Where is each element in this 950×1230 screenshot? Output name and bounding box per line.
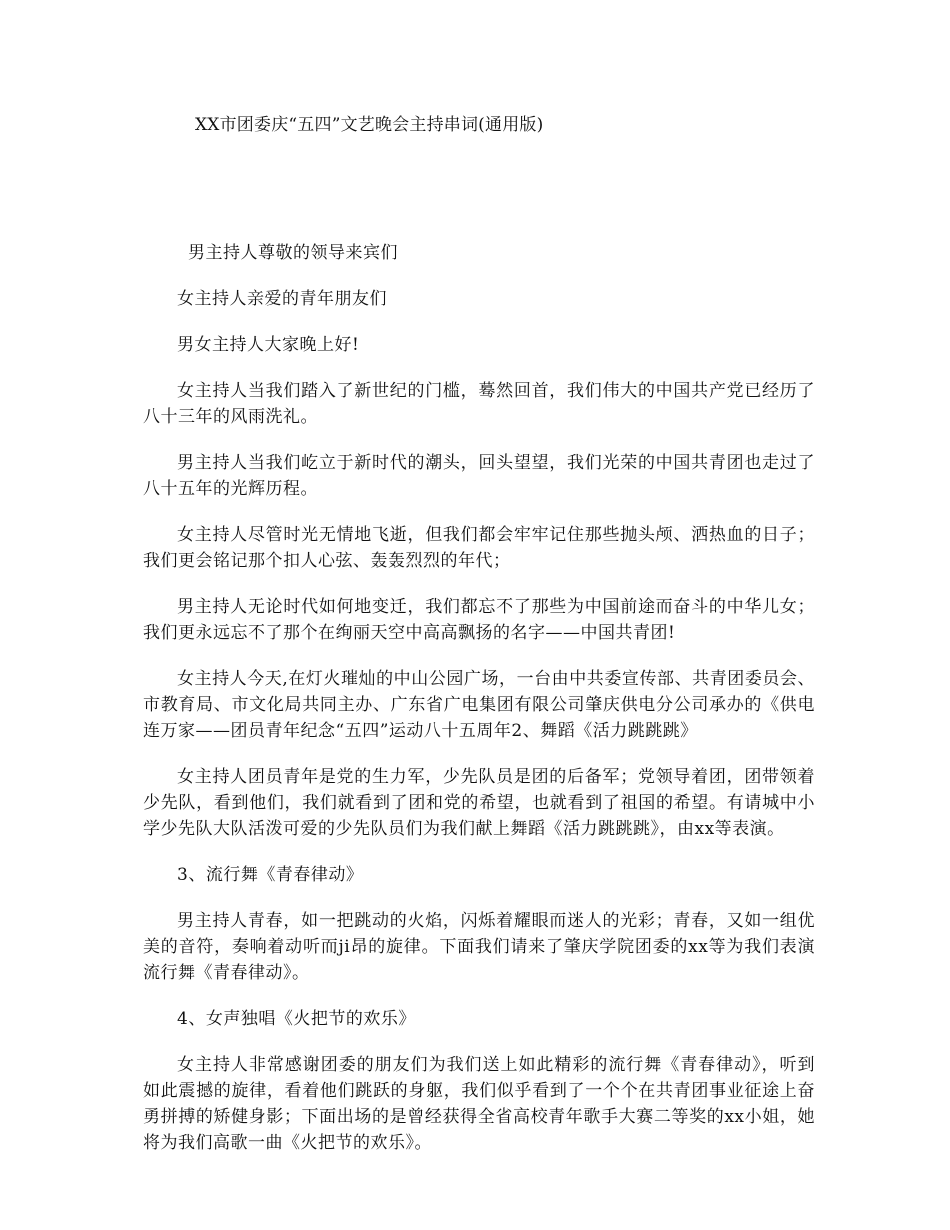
document-body	[143, 240, 815, 1176]
paragraph: 女主持人尽管时光无情地飞逝，但我们都会牢牢记住那些抛头颅、洒热血的日子；我们更会铭记那个扣人心弦、轰轰烈烈的年代；	[143, 525, 815, 571]
paragraph: 女主持人当我们踏入了新世纪的门槛，蓦然回首，我们伟大的中国共产党已经历了八十三年的风雨洗礼。	[143, 381, 815, 427]
section-heading: 3、流行舞《青春律动》	[177, 865, 364, 885]
paragraph: 男主持人尊敬的领导来宾们	[188, 243, 398, 263]
paragraph: 女主持人非常感谢团委的朋友们为我们送上如此精彩的流行舞《青春律动》，听到如此震撼的旋律，看着他们跳跃的身躯，我们似乎看到了一个个在共青团事业征途上奋勇拼搏的矫健身影；下面出场的是曾经获得全省高校青年歌手大赛二等奖的xx小姐，她将为我们高歌一曲《火把节的欢乐》。	[143, 1055, 815, 1153]
document-title: XX市团委庆“五四”文艺晚会主持串词(通用版)	[195, 115, 544, 135]
paragraph: 男主持人青春，如一把跳动的火焰，闪烁着耀眼而迷人的光彩；青春，又如一组优美的音符，奏响着动听而ji昂的旋律。下面我们请来了肇庆学院团委的xx等为我们表演流行舞《青春律动》。	[143, 911, 815, 983]
paragraph: 女主持人团员青年是党的生力军，少先队员是团的后备军；党领导着团，团带领着少先队，看到他们，我们就看到了团和党的希望，也就看到了祖国的希望。有请城中小学少先队大队活泼可爱的少先队员们为我们献上舞蹈《活力跳跳跳》，由xx等表演。	[143, 767, 815, 839]
paragraph: 男主持人无论时代如何地变迁，我们都忘不了那些为中国前途而奋斗的中华儿女；我们更永远忘不了那个在绚丽天空中高高飘扬的名字——中国共青团!	[143, 597, 815, 643]
paragraph: 男女主持人大家晚上好!	[177, 335, 360, 355]
paragraph: 女主持人亲爱的青年朋友们	[177, 289, 387, 309]
paragraph: 男主持人当我们屹立于新时代的潮头，回头望望，我们光荣的中国共青团也走过了八十五年的光辉历程。	[143, 453, 815, 499]
section-heading: 4、女声独唱《火把节的欢乐》	[177, 1009, 416, 1029]
paragraph: 女主持人今天,在灯火璀灿的中山公园广场，一台由中共委宣传部、共青团委员会、市教育局、市文化局共同主办、广东省广电集团有限公司肇庆供电分公司承办的《供电连万家——团员青年纪念“五四”运动八十五周年2、舞蹈《活力跳跳跳》	[143, 669, 815, 741]
